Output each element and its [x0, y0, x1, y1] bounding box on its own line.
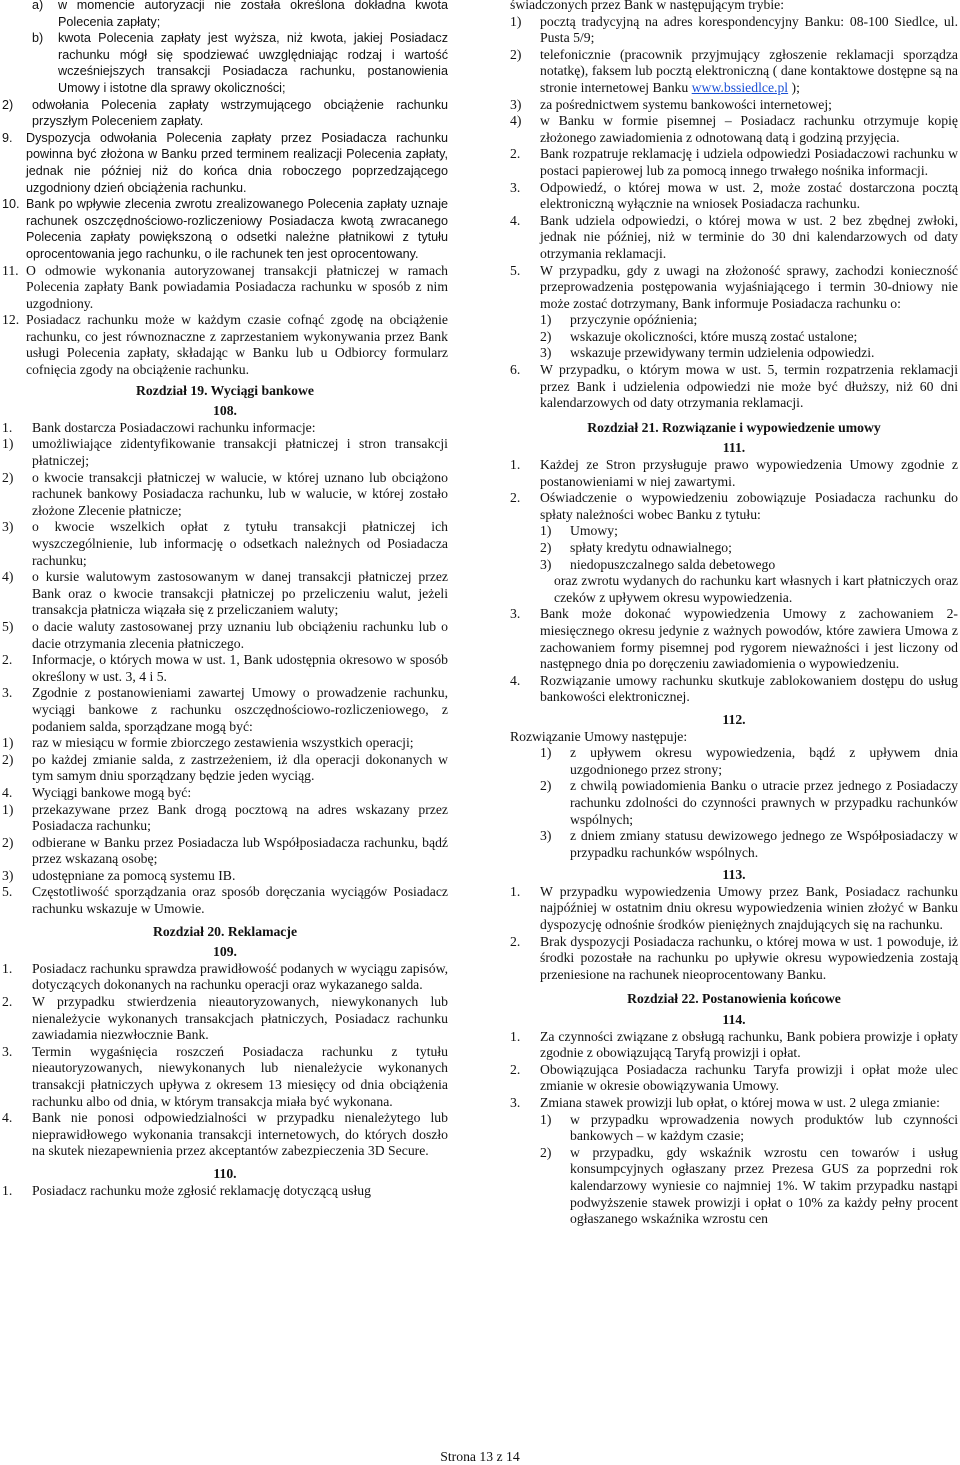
item-text: kwota Polecenia zapłaty jest wyższa, niż kwota, jakiej Posiadacz rachunku mógł się spodziewać uwzględniając rodzaj i wartość wcześniejszych transakcji Posiadacza rachunku, postanowienia Umowy i istotne dla sprawy okoliczności; — [58, 31, 448, 95]
sub-list — [510, 745, 958, 861]
sub-list — [510, 312, 958, 362]
section-number: 114. — [722, 1012, 746, 1028]
list-item — [2, 470, 448, 520]
clause-number: 2. — [510, 490, 521, 506]
list-item — [2, 802, 448, 835]
list-item — [2, 619, 448, 652]
clause — [2, 420, 448, 437]
item-number: 1. — [2, 960, 13, 976]
sub-list — [2, 735, 448, 785]
item-text: po każdej zmianie salda, z zastrzeżeniem, iż dla operacji dokonanych w tym samym dniu sporządzany będzie jeden wyciąg. — [32, 751, 448, 784]
item-text: niedopuszczalnego salda debetowego — [570, 556, 776, 572]
clause — [2, 1183, 448, 1200]
clause — [2, 652, 448, 685]
bank-website-link[interactable]: www.bssiedlce.pl — [691, 79, 789, 95]
clause — [2, 884, 448, 917]
item-number: 3) — [2, 519, 14, 535]
item-number: a) — [32, 0, 44, 12]
list-item — [2, 1110, 448, 1160]
paragraph-number: 12. — [2, 312, 20, 328]
section-number: 111. — [722, 440, 746, 456]
clause-number: 5. — [2, 884, 13, 900]
clause-text: Zgodnie z postanowieniami zawartej Umowy o prowadzenie rachunku, wyciągi bankowe z rachunku oszczędnościowo-rozliczeniowego, z podaniem salda, sporządzane mogą być: — [32, 685, 448, 734]
section-intro: Rozwiązanie Umowy następuje: — [510, 728, 688, 744]
clause-list — [510, 884, 958, 984]
clause-text: W przypadku, o którym mowa w ust. 5, termin rozpatrzenia reklamacji przez Bank i udzielenia odpowiedzi nie może być dłuższy, niż 60 dni kalendarzowych od daty otrzymania reklamacji. — [540, 362, 958, 411]
item-number: 1) — [540, 745, 552, 761]
clause-list — [510, 1029, 958, 1112]
item-text: Zmiana stawek prowizji lub opłat, o której mowa w ust. 2 ulega zmianie: — [540, 1095, 940, 1110]
list-item — [510, 934, 958, 984]
list-item — [510, 312, 958, 329]
item-text: w Banku w formie pisemnej – Posiadacz rachunku otrzymuje kopię złożonego zawiadomienia z odnotowaną datą i godziną przyjęcia. — [540, 113, 958, 145]
section-number: 110. — [213, 1165, 237, 1181]
list-item — [510, 97, 958, 114]
list-item — [2, 835, 448, 868]
clause-number: 1. — [2, 419, 13, 435]
clause-number: 4. — [510, 672, 521, 688]
item-text: Brak dyspozycji Posiadacza rachunku, o której mowa w ust. 1 powoduje, iż środki pozostałe na rachunku po upływie okresu wypowiedzenia zostają przeniesione na rachunek nieoprocentowany Banku. — [540, 933, 958, 982]
item-text: odwołania Polecenia zapłaty wstrzymującego obciążenie rachunku przyszłym Poleceniem zapłaty. — [32, 97, 448, 129]
item-number: 1) — [540, 523, 552, 539]
continued-text: świadczonych przez Bank w następującym trybie: — [510, 0, 785, 12]
clause-text: Odpowiedź, o której mowa w ust. 2, może zostać dostarczona pocztą elektroniczną wyłącznie na wniosek Posiadacza rachunku. — [540, 179, 958, 212]
item-number: 3) — [540, 556, 552, 572]
item-text: Obowiązująca Posiadacza rachunku Taryfa prowizji i opłat może ulec zmianie w okresie obowiązywania Umowy. — [540, 1061, 958, 1094]
item-number: 5) — [2, 618, 14, 634]
list-item — [510, 345, 958, 362]
item-text: wskazuje przewidywany termin udzielenia odpowiedzi. — [570, 345, 875, 361]
item-text: z dniem zmiany statusu dewizowego jednego ze Współposiadaczy w przypadku rachunków wspólnych. — [570, 828, 958, 860]
item-text: udostępniane za pomocą systemu IB. — [32, 867, 236, 883]
list-item — [2, 868, 448, 885]
list-item — [510, 329, 958, 346]
clause-number: 2. — [2, 652, 13, 668]
item-text: za pośrednictwem systemu bankowości internetowej; — [540, 96, 832, 112]
clause — [510, 213, 958, 263]
clause-number: 4. — [510, 212, 521, 228]
clause-text: Bank może dokonać wypowiedzenia Umowy z zachowaniem 2-miesięcznego okresu jedynie z ważnych powodów, które zawiera Umowa z zachowaniem formy pisemnej pod rygorem nieważności i jest liczony od następnego dnia po doręczeniu zawiadomienia o wypowiedzeniu. — [540, 606, 958, 672]
item-text: przekazywane przez Bank drogą pocztową na adres wskazany przez Posiadacza rachunku; — [32, 801, 448, 834]
list-item — [2, 0, 448, 30]
item-text: W przypadku wypowiedzenia Umowy przez Bank, Posiadacz rachunku najpóźniej w ostatnim dniu okresu wypowiedzenia winien złożyć w Banku dyspozycję odnośnie środków pieniężnych znajdujących się na rachunku. — [540, 883, 958, 933]
clause — [510, 146, 958, 179]
clause-text: Bank rozpatruje reklamację i udziela odpowiedzi Posiadaczowi rachunku w postaci papierowej lub za pomocą innego trwałego nośnika informacji. — [540, 146, 958, 178]
clause-text: Bank udziela odpowiedzi, o której mowa w ust. 2 bez zbędnej zwłoki, jednak nie później, niż w terminie do 30 dni kalendarzowych od daty otrzymania reklamacji. — [540, 212, 958, 261]
chapter-heading: Rozdział 22. Postanowienia końcowe — [627, 991, 841, 1007]
list-item — [510, 540, 958, 557]
list-item — [510, 1112, 958, 1145]
list-item — [2, 436, 448, 469]
item-text: w momencie autoryzacji nie została określona dokładna kwota Polecenia zapłaty; — [58, 0, 448, 29]
item-number: 1) — [510, 13, 522, 29]
list-item — [2, 735, 448, 752]
item-text: spłaty kredytu odnawialnego; — [570, 540, 732, 555]
paragraph-12 — [2, 312, 448, 378]
clause-number: 3. — [510, 606, 521, 622]
list-item — [2, 30, 448, 96]
item-number: b) — [32, 31, 44, 46]
paragraph-9 — [2, 130, 448, 196]
section-number: 109. — [213, 944, 237, 960]
item-number: 3. — [510, 1095, 521, 1110]
item-text: umożliwiające zidentyfikowanie transakcji płatniczej i stron transakcji płatniczej; — [32, 436, 448, 469]
left-column — [2, 0, 448, 1199]
sub-list — [510, 1112, 958, 1228]
sub-list — [510, 523, 958, 573]
clause-text: Częstotliwość sporządzania oraz sposób doręczania wyciągów Posiadacz rachunku wskazuje w Umowie. — [32, 884, 448, 917]
item-text: o dacie waluty zastosowanej przy uznaniu lub obciążeniu rachunku lub o dacie otrzymania zlecenia płatniczego. — [32, 618, 448, 651]
item-number: 2) — [540, 328, 552, 344]
clause-number: 3. — [510, 179, 521, 195]
item-text: z upływem okresu wypowiedzenia, bądź z upływem dnia uzgodnionego przez strony; — [570, 745, 958, 777]
list-item — [2, 994, 448, 1044]
item-text: telefonicznie (pracownik przyjmujący zgłoszenie reklamacji sporządza notatkę), faksem lub pocztą elektroniczną ( dane kontaktowe dostępne są na stronie internetowej Banku www.bssiedlce.pl ); — [540, 46, 958, 95]
clause — [510, 490, 958, 523]
clause — [510, 606, 958, 672]
clause-text: Posiadacz rachunku może zgłosić reklamację dotyczącą usług — [32, 1182, 371, 1198]
item-number: 2. — [510, 933, 521, 949]
list-item — [510, 113, 958, 146]
paragraph-11 — [2, 263, 448, 313]
clause — [2, 785, 448, 802]
paragraph-10 — [2, 196, 448, 262]
item-number: 1. — [510, 883, 521, 899]
list-item — [2, 961, 448, 994]
right-column — [510, 0, 958, 1228]
item-text: raz w miesiącu w formie zbiorczego zestawienia wszystkich operacji; — [32, 735, 414, 751]
clause — [2, 685, 448, 735]
item-text: Umowy; — [570, 523, 618, 539]
item-text: Za czynności związane z obsługą rachunku, Bank pobiera prowizje i opłaty zgodnie z obowiązującą Taryfą prowizji i opłat. — [540, 1028, 958, 1061]
clause-number: 3. — [2, 685, 13, 701]
list-item — [2, 569, 448, 619]
list-item — [2, 97, 448, 130]
chapter-heading: Rozdział 19. Wyciągi bankowe — [136, 382, 314, 398]
list-item — [510, 1145, 958, 1228]
item-text: z chwilą powiadomienia Banku o utracie przez jednego z Posiadaczy rachunku zdolności do czynności prawnych w przypadku rachunków wspólnych; — [570, 778, 958, 827]
clause-number: 2. — [510, 146, 521, 162]
paragraph-text: Bank po wpływie zlecenia zwrotu zrealizowanego Polecenia zapłaty uznaje rachunek oszczędnościowo-rozliczeniowy Posiadacza kwotą zwracanego Polecenia zapłaty powiększoną o odsetki należne płatnikowi z tytułu oprocentowania jego rachunku, o ile rachunek ten jest oprocentowany. — [26, 197, 448, 261]
item-number: 2) — [2, 97, 14, 112]
paragraph-text: Posiadacz rachunku może w każdym czasie cofnąć zgodę na obciążenie rachunku, co jest równoznaczne z zaprzestaniem wykonywania przez Bank usługi Polecenia zapłaty, składając w Banku lub u Odbiorcy formularz cofnięcia zgody na obciążenie rachunku. — [26, 312, 448, 378]
list-item — [510, 1029, 958, 1062]
list-item — [510, 557, 958, 574]
item-number: 2. — [510, 1061, 521, 1077]
paragraph-number: 11. — [2, 262, 19, 278]
list-item — [510, 47, 958, 97]
clause-number: 1. — [2, 1182, 13, 1198]
item-number: 1) — [2, 436, 14, 452]
list-item — [510, 14, 958, 47]
item-text: wskazuje okoliczności, które muszą zostać ustalone; — [570, 328, 858, 344]
item-number: 1) — [2, 801, 14, 817]
paragraph-number: 9. — [2, 130, 13, 145]
list-item — [510, 1062, 958, 1095]
item-text: Bank nie ponosi odpowiedzialności w przypadku nienależytego lub nieprawidłowego wykonania transakcji internetowych, do których doszło na skutek niezapewnienia przez akceptantów zabezpieczenia 3D Secure. — [32, 1110, 448, 1159]
item-text: o kursie walutowym zastosowanym w danej transakcji płatniczej przez Bank oraz o kwocie transakcji płatniczej po przeliczeniu walut, jeżeli transakcja płatnicza wiązała się z przeliczaniem waluty; — [32, 569, 448, 618]
clause-text: Każdej ze Stron przysługuje prawo wypowiedzenia Umowy zgodnie z postanowieniami w niej zawartymi. — [540, 457, 958, 489]
list-item — [510, 884, 958, 934]
clause — [510, 180, 958, 213]
clause-text: W przypadku, gdy z uwagi na złożoność sprawy, zachodzi konieczność przeprowadzenia postępowania wyjaśniającego i termin 30-dniowy nie może zostać dotrzymany, Bank informuje Posiadacza rachunku o: — [540, 262, 958, 311]
clause-text: Wyciągi bankowe mogą być: — [32, 784, 192, 800]
item-number: 1. — [510, 1028, 521, 1044]
clause-text: Bank dostarcza Posiadaczowi rachunku informacje: — [32, 419, 316, 435]
item-text: Posiadacz rachunku sprawdza prawidłowość podanych w wyciągu zapisów, dotyczących dokonanych na rachunku operacji oraz wykazanego salda. — [32, 960, 448, 993]
item-number: 4. — [2, 1110, 13, 1126]
item-number: 2) — [540, 1144, 552, 1160]
clause-number: 4. — [2, 784, 13, 800]
clause-text: Rozwiązanie umowy rachunku skutkuje zablokowaniem dostępu do usług bankowości elektronicznej. — [540, 672, 958, 705]
clause — [510, 457, 958, 490]
item-number: 3) — [2, 867, 14, 883]
list-item — [2, 1044, 448, 1110]
item-number: 2) — [510, 46, 522, 62]
chapter-heading: Rozdział 20. Reklamacje — [152, 923, 298, 939]
clause-number: 1. — [510, 457, 521, 473]
clause — [510, 673, 958, 706]
item-number: 2) — [2, 751, 14, 767]
item-text: o kwocie transakcji płatniczej w walucie, w której uznano lub obciążono rachunek bankowy Posiadacza rachunku, lub w walucie, w której zostało złożone Zlecenie płatnicze; — [32, 469, 448, 518]
paragraph-text: O odmowie wykonania autoryzowanej transakcji płatniczej w ramach Polecenia zapłaty Bank powiadamia Posiadacza rachunku w sposób z nim uzgodniony. — [26, 262, 448, 311]
page-footer: Strona 13 z 14 — [440, 1449, 520, 1464]
sub-list — [2, 436, 448, 652]
clause-text: Informacje, o których mowa w ust. 1, Bank udostępnia okresowo w sposób określony w ust. 3, 4 i 5. — [32, 652, 448, 684]
clause-text: Oświadczenie o wypowiedzeniu zobowiązuje Posiadacza rachunku do spłaty należności wobec Banku z tytułu: — [540, 490, 958, 522]
list-item — [510, 523, 958, 540]
paragraph-number: 10. — [2, 197, 20, 212]
item-text: w przypadku, gdy wskaźnik wzrostu cen towarów i usług konsumpcyjnych ogłaszany przez Prezesa GUS za poprzedni rok kalendarzowy wyniesie co najmniej 1%. W takim przypadku nastąpi podwyższenie stawek prowizji i opłat o 10% za każdy pełny procent ogłaszanego wskaźnika wzrostu cen — [570, 1144, 958, 1227]
item-text: pocztą tradycyjną na adres korespondencyjny Banku: 08-100 Siedlce, ul. Pusta 5/9; — [540, 13, 958, 46]
item-number: 3) — [540, 345, 552, 361]
section-number: 113. — [722, 867, 746, 883]
item-number: 3. — [2, 1043, 13, 1059]
item-number: 4) — [2, 569, 14, 585]
item-number: 1) — [2, 735, 14, 751]
item-text: Termin wygaśnięcia roszczeń Posiadacza rachunku z tytułu nieautoryzowanych, niewykonanych lub nienależycie wykonanych transakcji płatniczych upływa z okresem 13 miesięcy od dnia obciążenia rachunku albo od dnia, w którym transakcja miała być wykonana. — [32, 1043, 448, 1109]
clause-number: 6. — [510, 362, 521, 378]
clause-continuation: oraz zwrotu wydanych do rachunku kart własnych i kart płatniczych oraz czeków z upływem okresu wypowiedzenia. — [554, 573, 958, 605]
paragraph-text: Dyspozycja odwołania Polecenia zapłaty przez Posiadacza rachunku powinna być złożona w Banku przed terminem realizacji Polecenia zapłaty, jednak nie później niż do końca dnia roboczego poprzedzającego uzgodniony dzień obciążenia rachunku. — [26, 130, 448, 195]
item-number: 2) — [2, 469, 14, 485]
item-number: 4) — [510, 113, 522, 129]
clause — [510, 263, 958, 313]
clause — [510, 362, 958, 412]
item-text: o kwocie wszelkich opłat z tytułu transakcji płatniczej ich wyszczególnienie, lub informację o odsetkach należnych od Posiadacza rachunku; — [32, 519, 448, 568]
section-number: 112. — [722, 711, 746, 727]
sub-list — [510, 14, 958, 147]
list-item — [510, 828, 958, 861]
item-number: 1) — [540, 1111, 552, 1127]
list-item — [2, 519, 448, 569]
item-number: 2) — [540, 540, 552, 555]
item-number: 1) — [540, 312, 552, 328]
item-number: 2) — [540, 778, 552, 794]
list-item — [2, 752, 448, 785]
chapter-heading: Rozdział 21. Rozwiązanie i wypowiedzenie umowy — [587, 419, 881, 435]
clause-number: 5. — [510, 262, 521, 278]
item-number: 3) — [540, 828, 552, 844]
list-item — [510, 745, 958, 778]
item-number: 3) — [510, 96, 522, 112]
section-number: 108. — [213, 403, 237, 419]
list-item — [510, 778, 958, 828]
clause-list — [2, 961, 448, 1160]
list-item — [510, 1095, 958, 1112]
item-text: odbierane w Banku przez Posiadacza lub Współposiadacza rachunku, bądź przez wskazaną osobę; — [32, 834, 448, 867]
item-number: 2. — [2, 994, 13, 1010]
sub-list — [2, 802, 448, 885]
item-text: W przypadku stwierdzenia nieautoryzowanych, niewykonanych lub nienależycie wykonanych transakcjach płatniczych, Posiadacz rachunku zawiadamia niezwłocznie Bank. — [32, 994, 448, 1043]
item-number: 2) — [2, 834, 14, 850]
item-text: przyczynie opóźnienia; — [570, 312, 698, 328]
item-text: w przypadku wprowadzenia nowych produktów lub czynności bankowych – w każdym czasie; — [570, 1111, 958, 1144]
